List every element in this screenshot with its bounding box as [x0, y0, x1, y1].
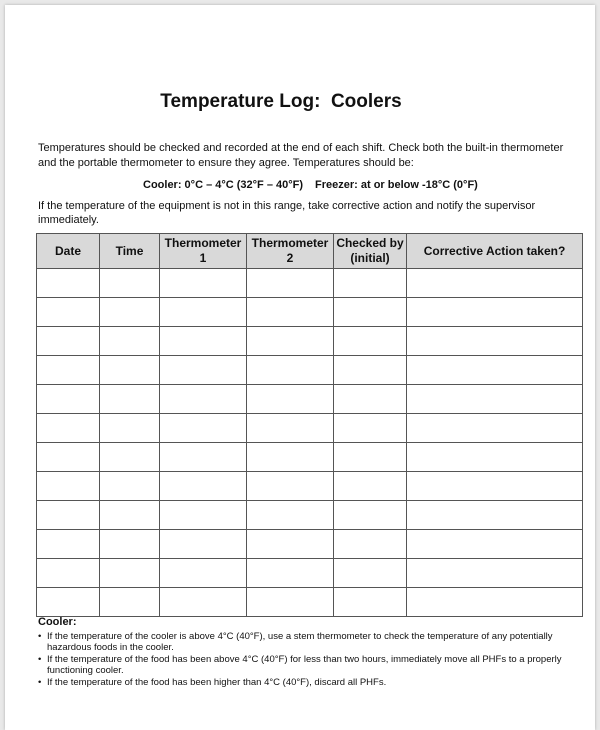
table-cell — [160, 559, 247, 588]
table-cell — [407, 530, 583, 559]
header-time: Time — [100, 234, 160, 269]
table-cell — [407, 588, 583, 617]
table-cell — [407, 356, 583, 385]
table-cell — [160, 443, 247, 472]
corrective-action-note: If the temperature of the equipment is not in this range, take corrective action and notify the supervisor immediately. — [38, 200, 536, 226]
table-cell — [100, 530, 160, 559]
table-cell — [407, 414, 583, 443]
table-cell — [160, 356, 247, 385]
table-cell — [37, 472, 100, 501]
table-cell — [247, 356, 334, 385]
table-cell — [334, 414, 407, 443]
table-row — [37, 588, 583, 617]
table-cell — [407, 385, 583, 414]
table-row — [37, 472, 583, 501]
header-checked-by: Checked by (initial) — [334, 234, 407, 269]
table-cell — [247, 530, 334, 559]
table-cell — [37, 385, 100, 414]
table-cell — [100, 356, 160, 385]
instruction-item: • If the temperature of the cooler is above 4°C (40°F), use a stem thermometer to check the temperature of any potentially hazardous foods in the cooler. — [38, 631, 583, 654]
table-row — [37, 269, 583, 298]
table-cell — [247, 298, 334, 327]
table-cell — [247, 269, 334, 298]
table-cell — [334, 501, 407, 530]
table-cell — [160, 298, 247, 327]
table-cell — [100, 472, 160, 501]
table-cell — [37, 588, 100, 617]
table-cell — [334, 327, 407, 356]
table-cell — [247, 472, 334, 501]
instruction-item: • If the temperature of the food has been higher than 4°C (40°F), discard all PHFs. — [38, 677, 583, 689]
cooler-range: Cooler: 0°C – 4°C (32°F – 40°F) — [143, 179, 304, 191]
table-row — [37, 414, 583, 443]
intro-paragraph: Temperatures should be checked and recorded at the end of each shift. Check both the built-in thermometer and the portable thermometer to ensure they agree. Temperatures should be: — [38, 142, 564, 169]
table-cell — [160, 530, 247, 559]
table-cell — [407, 298, 583, 327]
instruction-list — [38, 631, 583, 689]
table-cell — [37, 269, 100, 298]
cooler-instructions — [38, 617, 583, 688]
table-cell — [100, 501, 160, 530]
freezer-range: Freezer: at or below -18°C (0°F) — [315, 179, 478, 191]
table-cell — [407, 501, 583, 530]
table-cell — [407, 327, 583, 356]
table-cell — [247, 559, 334, 588]
table-cell — [407, 472, 583, 501]
table-cell — [247, 327, 334, 356]
table-cell — [100, 385, 160, 414]
table-cell — [37, 298, 100, 327]
table-cell — [334, 559, 407, 588]
table-cell — [334, 472, 407, 501]
table-cell — [160, 501, 247, 530]
table-row — [37, 559, 583, 588]
table-cell — [100, 559, 160, 588]
table-row — [37, 443, 583, 472]
instruction-item: • If the temperature of the food has been above 4°C (40°F) for less than two hours, immediately move all PHFs to a properly functioning cooler. — [38, 654, 583, 677]
temperature-log-table — [36, 233, 583, 617]
table-cell — [247, 385, 334, 414]
table-cell — [100, 327, 160, 356]
table-cell — [100, 443, 160, 472]
table-cell — [160, 588, 247, 617]
table-cell — [247, 443, 334, 472]
header-thermometer-2: Thermometer 2 — [247, 234, 334, 269]
table-cell — [334, 588, 407, 617]
table-cell — [160, 269, 247, 298]
table-cell — [100, 414, 160, 443]
table-row — [37, 501, 583, 530]
header-corrective-action: Corrective Action taken? — [407, 234, 583, 269]
table-cell — [100, 588, 160, 617]
table-row — [37, 327, 583, 356]
table-cell — [37, 559, 100, 588]
table-cell — [160, 385, 247, 414]
table-cell — [334, 385, 407, 414]
table-cell — [247, 414, 334, 443]
table-row — [37, 356, 583, 385]
document-page — [5, 5, 595, 730]
table-cell — [37, 356, 100, 385]
table-cell — [334, 298, 407, 327]
table-row — [37, 530, 583, 559]
table-cell — [100, 298, 160, 327]
header-thermometer-1: Thermometer 1 — [160, 234, 247, 269]
table-cell — [37, 501, 100, 530]
table-cell — [100, 269, 160, 298]
table-cell — [334, 269, 407, 298]
table-cell — [334, 443, 407, 472]
header-date: Date — [37, 234, 100, 269]
table-cell — [334, 530, 407, 559]
table-body — [37, 269, 583, 617]
table-cell — [334, 356, 407, 385]
table-cell — [37, 327, 100, 356]
table-cell — [160, 472, 247, 501]
table-row — [37, 298, 583, 327]
table-cell — [247, 588, 334, 617]
table-cell — [37, 443, 100, 472]
table-cell — [37, 414, 100, 443]
table-cell — [407, 269, 583, 298]
table-cell — [407, 443, 583, 472]
table-cell — [160, 327, 247, 356]
table-cell — [407, 559, 583, 588]
page-title: Temperature Log: Coolers — [160, 91, 402, 112]
table-cell — [37, 530, 100, 559]
table-cell — [160, 414, 247, 443]
table-cell — [247, 501, 334, 530]
table-row — [37, 385, 583, 414]
table-header-row — [37, 234, 583, 269]
footer-heading: Cooler: — [38, 616, 77, 628]
